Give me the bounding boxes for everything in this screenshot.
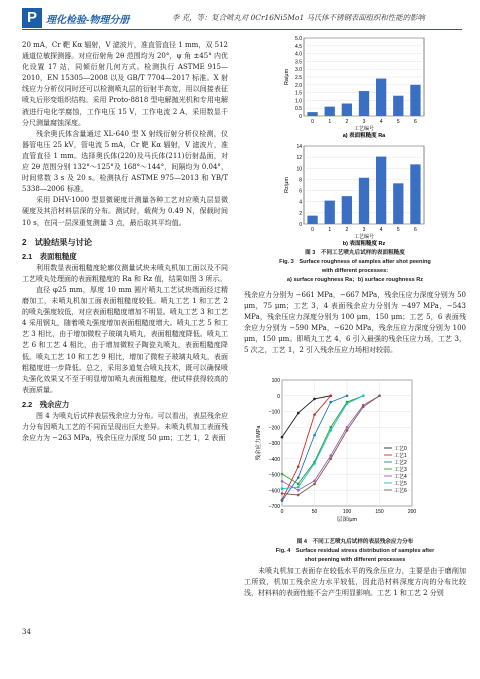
- panel-label: a) 表面粗糙度 Ra: [342, 133, 386, 139]
- y-tick-label: 4.5: [295, 43, 302, 50]
- legend-label: 工艺1: [394, 453, 407, 459]
- x-tick-label: 5: [396, 119, 400, 125]
- y-tick-label: 0: [299, 114, 302, 120]
- y-tick-label: 4: [299, 199, 302, 206]
- bar: [325, 107, 335, 116]
- data-point: [313, 462, 316, 465]
- legend-label: 工艺5: [394, 481, 407, 487]
- paragraph: 采用 DHV-1000 型显微硬度计测量各种工艺对应喷丸层显微硬度及其沿材料层深的分布。测试时，载荷为 0.49 N，保载时间 10 s，在同一层深重复测量 3 点，最后取其平均值。: [22, 196, 228, 227]
- y-tick-label: 10: [296, 166, 302, 173]
- data-point: [281, 492, 284, 495]
- legend-label: 工艺0: [394, 446, 407, 452]
- page-number: 34: [22, 628, 31, 636]
- data-point: [297, 489, 300, 492]
- y-tick-label: 1.5: [295, 90, 302, 97]
- left-column: [22, 40, 228, 444]
- data-point: [346, 429, 349, 432]
- figure-3-caption-en: a) surface roughness Ra；b) surface roughness Rz: [286, 277, 424, 283]
- x-tick-label: 50: [311, 509, 318, 515]
- y-tick-label: 1.0: [295, 98, 302, 105]
- y-tick-label: 2.5: [295, 75, 302, 81]
- bar: [393, 183, 403, 224]
- y-tick-label: −300: [268, 441, 280, 447]
- figure-3-caption-en: with different processes:: [321, 268, 389, 274]
- x-tick-label: 0: [280, 509, 284, 515]
- right-column-top: [244, 290, 466, 357]
- x-axis-label: 层深/μm: [336, 517, 358, 523]
- figure-3-caption-cn: 图 3 不同工艺喷丸后试样的表面粗糙度: [305, 250, 405, 256]
- x-tick-label: 200: [407, 509, 417, 515]
- subsection-heading: 2.2 残余应力: [22, 399, 70, 409]
- x-tick-label: 0: [311, 227, 314, 233]
- y-tick-label: 0: [299, 222, 302, 228]
- paragraph: 未喷丸机加工表面存在较低水平的残余压应力，主要是由于磨削加工所致，机加工残余应力水平较低，因此沿材料深度方向的分布比较浅，材料料的表面性能不会产生明显影响。工艺 1 和工艺 2 分别: [244, 567, 466, 598]
- y-tick-label: 4.0: [295, 51, 302, 58]
- legend-label: 工艺4: [394, 474, 407, 480]
- data-point: [313, 398, 316, 401]
- x-axis-label: 工艺编号: [353, 234, 375, 240]
- paragraph: 直径 φ25 mm，厚度 10 mm 圆片喷丸工艺试块端面经过精磨加工，未喷丸机加工面表面粗糙度较低。喷丸工艺 1 和工艺 2 的喷丸强度较低，对应表面粗糙度增加不明显。喷丸工艺 3 和工艺 4 采用钢丸，随着喷丸强度增加表面粗糙度增大。喷丸工艺 5 和工艺 3 相比，由于增加微粒子玻璃丸喷丸，表面粗糙度降低。喷丸工艺 6 和工艺 4 相比，由于增加微粒子陶瓷丸喷丸，表面粗糙度降低。喷丸工艺 10 和工艺 9 相比，增加了微粒子玻璃丸喷丸，表面粗糙度进一步降低。总之，采用多道复合喷丸技术，既可以确保喷丸强化效果又不至于明显增加喷丸表面粗糙度，使试样获得较高的表面质量。: [22, 285, 228, 394]
- y-tick-label: 14: [296, 144, 302, 150]
- bar: [307, 216, 317, 224]
- data-point: [297, 412, 300, 415]
- bar: [410, 85, 420, 116]
- y-tick-label: 3.0: [295, 67, 302, 74]
- running-title: 李 克，等：复合喷丸对 0Cr16Ni5Mo1 马氏体不锈钢表面组织和性能的影响: [172, 13, 425, 22]
- paragraph: 残余应力分别为 −661 MPa，−667 MPa，残余压应力深度分别为 50 μm，75 μm；工艺 3，4 表面残余应力分别为 −497 MPa，−543 MPa，残余压应力深度分别为 100 μm，150 μm；工艺 5，6 表面残余应力分别为 −590 MPa，−620 MPa，残余压应力深度分别为 100 μm，150 μm。即喷丸工艺 4，6 引入最强的残余压应力场，工艺 3，5 次之，工艺 1，2 引入残余压应力场相对较弱。: [244, 291, 466, 355]
- data-point: [297, 483, 300, 486]
- paragraph: 20 mA，Cr 靶 Kα 辐射，V 滤波片，准直管直径 1 mm，双 512 通道位敏探测器。对应衍射角 2θ 范围均为 20°，ψ 角 ±45° 内优化设置 17 站，同倾衍射几何方式。检测执行 ASTME 915—2010，EN 15305—2008 以及 GB/T 7704—2017 标准。X 射线应力分析仪同时还可以检测喷丸层的衍射半高宽，用以间接表征喷丸后形变组织结构。采用 Proto-8818 型电解抛光机和专用电解液进行电化学腐蚀，工作电压 15 V，工作电流 2 A，采用数显千分尺测量腐蚀深度。: [22, 41, 228, 127]
- figure-4-caption-cn: 图 4 不同工艺喷丸后试样的表层残余应力分布: [296, 539, 414, 545]
- y-axis-label: Ra/μm: [284, 68, 290, 86]
- data-point: [313, 483, 316, 486]
- bar: [410, 164, 420, 224]
- x-tick-label: 0: [311, 119, 314, 125]
- data-point: [346, 394, 349, 397]
- data-point: [313, 434, 316, 437]
- figure-4-residual-stress-chart: [244, 374, 466, 534]
- header-rule: [22, 29, 462, 30]
- y-tick-label: −500: [268, 472, 280, 479]
- data-point: [329, 429, 332, 432]
- data-point: [297, 486, 300, 489]
- x-tick-label: 4: [379, 119, 383, 125]
- right-column-bottom: [244, 566, 466, 599]
- x-tick-label: 1: [328, 119, 332, 125]
- x-tick-label: 2: [345, 119, 349, 125]
- data-point: [313, 413, 316, 416]
- data-point: [281, 480, 284, 483]
- bar: [342, 196, 352, 224]
- legend-label: 工艺6: [394, 488, 407, 494]
- data-point: [378, 394, 381, 397]
- x-tick-label: 1: [328, 227, 332, 233]
- data-point: [281, 473, 284, 476]
- y-tick-label: 2.0: [295, 82, 302, 89]
- bar: [359, 91, 369, 116]
- y-tick-label: 6: [299, 188, 302, 195]
- y-tick-label: −600: [268, 488, 280, 495]
- bar: [376, 157, 386, 224]
- bar: [307, 112, 317, 116]
- x-tick-label: 6: [414, 227, 417, 233]
- bar: [359, 178, 369, 224]
- data-point: [281, 487, 284, 490]
- y-axis-label: 残余应力/MPa: [256, 425, 262, 461]
- bar: [393, 96, 403, 116]
- panel-label: b) 表面粗糙度 Rz: [342, 241, 386, 247]
- data-point: [362, 405, 365, 408]
- figure-3-roughness-charts: [244, 34, 466, 248]
- y-tick-label: 8: [299, 177, 302, 184]
- y-tick-label: 12: [296, 155, 302, 162]
- data-point: [329, 457, 332, 460]
- figure-4-caption-en: Fig. 4 Surface residual stress distribution of samples after: [275, 548, 435, 554]
- paragraph: 利用数显表面粗糙度轮廓仪测量试块未喷丸机加工面以及不同工艺喷丸处理面的表面粗糙度的 Ra 和 Rz 值，结果如图 3 所示。: [22, 263, 228, 283]
- x-tick-label: 5: [396, 227, 400, 233]
- bar: [376, 79, 386, 116]
- data-point: [281, 436, 284, 439]
- y-tick-label: −100: [268, 409, 280, 416]
- subsection-heading: 2.1 表面粗糙度: [22, 251, 77, 261]
- x-tick-label: 2: [345, 227, 349, 233]
- data-point: [346, 426, 349, 429]
- y-tick-label: 5.0: [295, 36, 302, 42]
- bar: [342, 104, 352, 116]
- section-heading: 2 试验结果与讨论: [22, 237, 93, 247]
- x-axis-label: 工艺编号: [353, 126, 375, 132]
- data-point: [362, 394, 365, 397]
- y-tick-label: 100: [271, 378, 280, 384]
- y-tick-label: 0: [277, 393, 280, 400]
- data-point: [346, 402, 349, 405]
- figure-4-caption: [244, 538, 466, 565]
- y-tick-label: −700: [268, 504, 280, 510]
- paragraph: 图 4 为喷丸后试样表层残余应力分布。可以看出，表层残余应力分布因喷丸工艺的不同而呈现出巨大差异。未喷丸机加工表面残余应力为 −263 MPa，残余压应力深度 50 μm；工艺 1，2 表面: [22, 412, 228, 443]
- data-point: [297, 476, 300, 479]
- bar: [325, 201, 335, 224]
- y-tick-label: 3.5: [295, 59, 302, 66]
- figure-3-caption: [244, 249, 466, 285]
- data-point: [297, 494, 300, 497]
- data-point: [329, 401, 332, 404]
- x-tick-label: 3: [362, 119, 366, 125]
- legend-label: 工艺3: [394, 467, 407, 473]
- x-tick-label: 6: [414, 119, 417, 125]
- data-point: [329, 394, 332, 397]
- y-tick-label: −200: [268, 425, 280, 432]
- x-tick-label: 4: [379, 227, 383, 233]
- journal-name: 理化检验-物理分册: [46, 15, 130, 26]
- y-tick-label: 0.5: [295, 106, 302, 113]
- journal-logo: P: [22, 8, 42, 28]
- y-tick-label: −400: [268, 456, 280, 463]
- figure-4-caption-en: shot peening with different processes: [304, 557, 406, 563]
- y-tick-label: 2: [299, 210, 302, 217]
- paragraph: 残余奥氏体含量通过 XL-640 型 X 射线衍射分析仪检测，仪器管电压 25 kV，管电流 5 mA，Cr 靶 Kα 辐射，V 滤波片，准直管直径 1 mm。选择奥氏体(220)及马氏体(211)衍射晶面，对应 2θ 范围分别 132°～125°及 168°～144°，间隔均为 0.04°，时间常数 3 s 及 20 s。检测执行 ASTME 975—2013 和 YB/T 5338—2006 标准。: [22, 129, 228, 194]
- x-tick-label: 150: [375, 509, 384, 515]
- legend-label: 工艺2: [394, 460, 407, 466]
- x-tick-label: 3: [362, 227, 366, 233]
- page-header: [22, 8, 462, 30]
- figure-3-caption-en: Fig. 3 Surface roughness of samples after shot peening: [279, 259, 431, 265]
- data-point: [281, 500, 284, 503]
- data-point: [297, 465, 300, 468]
- x-tick-label: 100: [342, 509, 352, 515]
- y-axis-label: Rz/μm: [284, 176, 290, 194]
